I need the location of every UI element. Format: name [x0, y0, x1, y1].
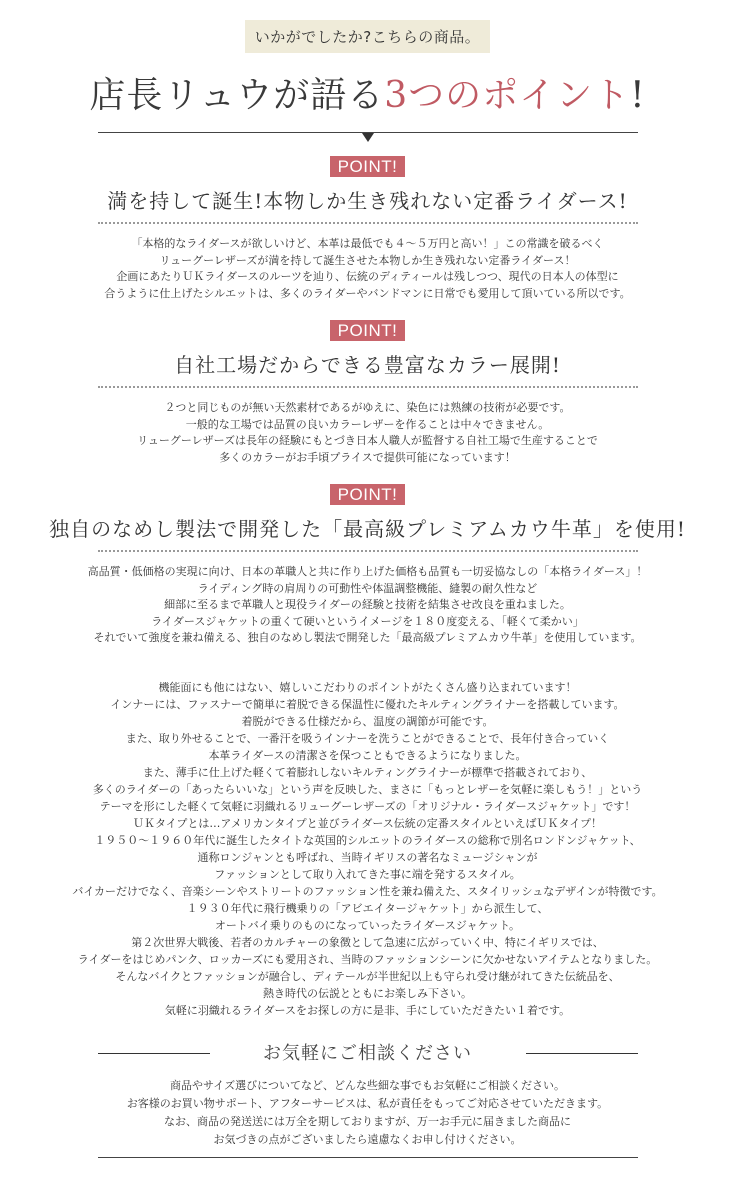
point-body: [0, 400, 735, 466]
detail-line: ライダーをはじめパンク、ロッカーズにも愛用され、当時のファッションシーンに欠かせないアイテムとなりました。: [77, 952, 658, 966]
body-line: 一般的な工場では品質の良いカラーレザーを作ることは中々できません。: [185, 417, 550, 431]
intro-tag: いかがでしたか?こちらの商品。: [245, 20, 490, 53]
body-line: 高品質・低価格の実現に向け、日本の革職人と共に作り上げた価格も品質も一切妥協なしの「本格ライダース」！: [87, 565, 648, 578]
detail-line: 機能面にも他にはない、嬉しいこだわりのポイントがたくさん盛り込まれています！: [158, 680, 577, 694]
consult-body: [0, 1077, 735, 1149]
detail-line: １９５０～１９６０年代に誕生したタイトな英国的シルエットのライダースの総称で別名ロンドンジャケット、: [94, 833, 641, 847]
consult-line: お気づきの点がございましたら遠慮なくお申し付けください。: [213, 1132, 522, 1146]
body-line: 合うように仕上げたシルエットは、多くのライダーやバンドマンに日常でも愛用して頂いている所以です。: [104, 286, 631, 300]
point-body: [0, 564, 735, 647]
detail-section: [0, 679, 735, 1019]
point-section-2: [0, 320, 735, 466]
title-suffix: !: [630, 75, 646, 116]
detail-line: 熱き時代の伝説とともにお楽しみ下さい。: [263, 986, 472, 1000]
consult-section: [0, 1039, 735, 1158]
detail-line: そんなバイクとファッションが融合し、ディテールが半世紀以上も守られ受け継がれてきた伝統品を、: [115, 969, 620, 983]
detail-line: 第２次世界大戦後、若者のカルチャーの象徴として急速に広がっていく中、特にイギリスでは、: [131, 935, 604, 949]
detail-line: バイカーだけでなく、音楽シーンやストリートのファッション性を兼ね備えた、スタイリッシュなデザインが特徴です。: [72, 884, 663, 898]
dotted-divider: [98, 222, 638, 224]
body-line: リューグーレザーズが満を持して誕生させた本物しか生き残れない定番ライダース！: [159, 253, 576, 267]
detail-line: また、取り外せることで、一番汗を吸うインナーを洗うことができることで、長年付き合っていく: [125, 731, 610, 745]
body-line: 「本格的なライダースが欲しいけど、本革は最低でも４～５万円と高い！」この常識を破るべく: [131, 237, 604, 250]
consult-line: 商品やサイズ選びについてなど、どんな些細な事でもお気軽にご相談ください。: [170, 1078, 565, 1092]
point-badge: POINT!: [330, 320, 406, 341]
body-line: 細部に至るまで革職人と現役ライダーの経験と技術を結集させ改良を重ねました。: [164, 598, 571, 611]
detail-line: 気軽に羽織れるライダースをお探しの方に是非、手にしていただきたい１着です。: [164, 1003, 571, 1017]
detail-line: １９３０年代に飛行機乗りの「アビエイタージャケット」から派生して、: [186, 901, 549, 915]
detail-line: また、薄手に仕上げた軽くて着膨れしないキルティングライナーが標準で搭載されており、: [142, 765, 593, 779]
consult-title: お気軽にご相談ください: [263, 1042, 472, 1064]
consult-header: [98, 1039, 638, 1067]
title-accent: 3つのポイント: [384, 75, 631, 116]
dotted-divider: [98, 386, 638, 388]
point-heading: 自社工場だからできる豊富なカラー展開!: [174, 353, 561, 377]
down-arrow-icon: [362, 133, 374, 142]
bottom-divider: [98, 1157, 638, 1158]
body-line: ２つと同じものが無い天然素材であるがゆえに、染色には熟練の技術が必要です。: [164, 401, 571, 414]
detail-line: 本革ライダースの清潔さを保つこともできるようになりました。: [208, 748, 527, 762]
detail-line: テーマを形にした軽くて気軽に羽織れるリューグーレザーズの「オリジナル・ライダースジャケット」です！: [99, 799, 636, 813]
detail-line: 着脱ができる仕様だから、温度の調節が可能です。: [241, 714, 494, 728]
point-section-1: [0, 156, 735, 302]
body-line: ライディング時の肩周りの可動性や体温調整機能、縫製の耐久性など: [197, 581, 538, 595]
body-line: 企画にあたりＵＫライダースのルーツを辿り、伝統のディティールは残しつつ、現代の日本人の体型に: [116, 270, 619, 283]
body-line: それでいて強度を兼ね備える、独自のなめし製法で開発した「最高級プレミアムカウ牛革」を使用しています。: [93, 631, 642, 644]
dotted-divider: [98, 550, 638, 552]
intro-section: [0, 0, 735, 53]
title-prefix: 店長リュウが語る: [89, 75, 385, 116]
point-heading: 独自のなめし製法で開発した「最高級プレミアムカウ牛革」を使用!: [49, 517, 686, 541]
detail-line: 通称ロンジャンとも呼ばれ、当時イギリスの著名なミュージシャンが: [197, 850, 538, 864]
detail-line: ファッションとして取り入れてきた事に端を発するスタイル。: [214, 867, 521, 881]
point-badge: POINT!: [330, 156, 406, 177]
point-heading: 満を持して誕生!本物しか生き残れない定番ライダース!: [107, 189, 628, 213]
detail-line: インナーには、ファスナーで簡単に着脱できる保温性に優れたキルティングライナーを搭載しています。: [110, 697, 625, 711]
consult-line: お客様のお買い物サポート、アフターサービスは、私が責任をもってご対応させていただきます。: [126, 1096, 609, 1110]
point-section-3: [0, 484, 735, 647]
consult-line: なお、商品の発送送には万全を期しておりますが、万一お手元に届きました商品に: [164, 1114, 571, 1128]
body-line: リューグーレザーズは長年の経験にもとづき日本人職人が監督する自社工場で生産することで: [137, 434, 598, 447]
title-divider: [98, 132, 638, 148]
point-body: [0, 236, 735, 302]
detail-line: オートバイ乗りのものになっていったライダースジャケット。: [214, 918, 521, 932]
body-line: ライダースジャケットの重くて硬いというイメージを１８０度変える、「軽くて柔かい」: [151, 614, 584, 628]
page-title: [0, 67, 735, 118]
detail-line: 多くのライダーの「あったらいいな」という声を反映した、まさに「もっとレザーを気軽に楽しもう！」という: [92, 782, 643, 796]
consult-line-right: [526, 1053, 638, 1054]
detail-line: ＵＫタイプとは…アメリカンタイプと並びライダース伝統の定番スタイルといえばＵＫタイプ！: [132, 816, 603, 830]
point-badge: POINT!: [330, 484, 406, 505]
body-line: 多くのカラーがお手頃プライスで提供可能になっています！: [219, 450, 516, 464]
